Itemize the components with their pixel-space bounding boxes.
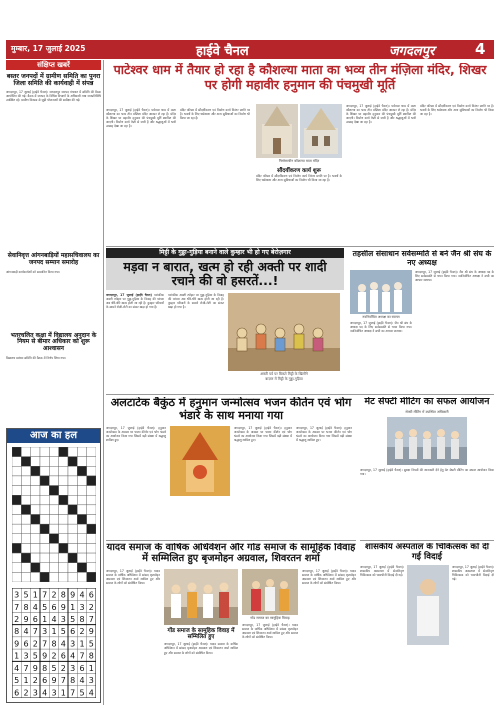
crossword-cell (58, 524, 67, 534)
crossword-cell (77, 515, 86, 525)
sudoku-digit: 2 (60, 663, 66, 673)
crossword-cell (12, 515, 21, 525)
school-photo (407, 565, 449, 695)
crossword-cell (86, 505, 95, 515)
crossword-cell (12, 447, 21, 457)
crossword-cell (49, 553, 58, 563)
strike-body: जगदलपुर, 17 जुलाई (हाईवे चैनल)। जैन श्री संघ के अध्यक्ष पद के लिए सर्वसम्मति से चयन किया गया। नवनिर्वाचित अध्यक्ष ने सभी का आभार जताया। (415, 270, 494, 283)
crossword-cell (49, 447, 58, 457)
crossword-cell (49, 515, 58, 525)
feature-headline: मड़वा न बारात, खत्म हो रही अक्ती पर शादी रचाने की वो हसरतें...! (123, 259, 327, 288)
sudoku-digit: 8 (78, 614, 85, 624)
sudoku-digit: 3 (13, 590, 19, 600)
crossword-cell (21, 486, 30, 496)
feature-photo-caption: अक्ती पर्व पर बिकते मिट्टी के खिलौने (260, 372, 308, 376)
sudoku-digit: 6 (69, 627, 75, 637)
crossword-cell (40, 553, 49, 563)
crossword-cell (86, 572, 95, 582)
crossword-cell (77, 486, 86, 496)
sudoku-digit: 2 (32, 676, 38, 686)
crossword-cell (49, 466, 58, 476)
crossword-cell (30, 486, 39, 496)
sudoku-digit: 6 (13, 688, 19, 698)
feature-headline-band (106, 258, 344, 290)
brief-label (6, 60, 101, 70)
crossword-cell (77, 563, 86, 573)
crossword-cell (86, 447, 95, 457)
sudoku-digit: 5 (69, 614, 75, 624)
crossword-cell (68, 553, 77, 563)
crossword-cell (68, 534, 77, 544)
bhajan-photo (170, 426, 230, 526)
crossword-cell (21, 543, 30, 553)
crossword-cell (68, 505, 77, 515)
crossword-cell (68, 543, 77, 553)
crossword-cell (86, 553, 95, 563)
crossword-cell (77, 543, 86, 553)
school-headline: शासकीय अस्पताल के चिकित्सक को दी गई विदाई (365, 543, 489, 562)
feature-caption: बाज़ार में मिट्टी के गुड्डा-गुड़िया (265, 377, 303, 381)
sudoku-digit: 5 (88, 639, 94, 649)
crossword-cell (21, 457, 30, 467)
sudoku-digit: 5 (50, 663, 57, 673)
sudoku-digit: 3 (88, 676, 94, 686)
sudoku-digit: 2 (78, 627, 85, 637)
temple-body: मंदिर परिसर में सौंदर्यीकरण एवं निर्माण कार्य निरंतर प्रगति पर है। भक्तों के लिए धर्मशाला और अन्य सुविधाओं का निर्माण भी किया जा रहा है। (256, 174, 342, 183)
crossword-cell (30, 447, 39, 457)
sudoku-digit: 1 (41, 614, 47, 624)
feature-body (106, 293, 164, 385)
meeting-caption: सेफ्टी मीटिंग में उपस्थित अधिकारी (405, 409, 449, 414)
sudoku-digit: 5 (78, 688, 85, 698)
puzzle-box (6, 428, 101, 703)
crossword-cell (30, 515, 39, 525)
crossword-cell (21, 553, 30, 563)
sudoku-digit: 6 (88, 590, 94, 600)
sudoku-digit: 2 (22, 688, 29, 698)
sudoku-digit: 9 (50, 676, 57, 686)
crossword-cell (86, 534, 95, 544)
crossword-cell (86, 515, 95, 525)
crossword-cell (58, 495, 67, 505)
crossword-cell (40, 505, 49, 515)
bhajan-body-2: जगदलपुर, 17 जुलाई (हाईवे चैनल)। हनुमान जन्मोत्सव के अवसर पर भजन कीर्तन एवं भोग भंडारे का आयोजन किया गया जिसमें बड़ी संख्या में श्रद्धालु शामिल हुए। (234, 426, 292, 443)
lead-body-col4: मंदिर परिसर में सौंदर्यीकरण एवं निर्माण कार्य निरंतर प्रगति पर है। भक्तों के लिए धर्मशाला और अन्य सुविधाओं का निर्माण भी किया जा रहा है। (420, 104, 494, 117)
crossword-cell (30, 572, 39, 582)
divider (106, 246, 494, 247)
crossword-cell (40, 495, 49, 505)
crossword-cell (68, 457, 77, 467)
temple-photo-caption: निर्माणाधीन कौशल्या माता मंदिर (278, 159, 320, 163)
crossword-cell (77, 553, 86, 563)
sudoku-digit: 3 (69, 639, 75, 649)
meeting-headline: मेट सेफ्टी मीटिंग का सफल आयोजन (364, 397, 490, 407)
brief-item2-body (6, 270, 101, 330)
crossword-cell (68, 572, 77, 582)
sudoku-digit: 3 (22, 651, 29, 661)
meeting-body: जगदलपुर, 17 जुलाई (हाईवे चैनल)। सुरक्षा नियमों की जानकारी देने हेतु मेट सेफ्टी मीटिंग का सफल आयोजन किया गया। (360, 467, 494, 476)
sudoku-digit: 1 (88, 663, 94, 673)
yadav-photo (164, 569, 238, 693)
sudoku-digit: 1 (50, 627, 57, 637)
sudoku-digit: 1 (78, 639, 85, 649)
city-name: जगदलपुर (389, 44, 435, 59)
brief-item1-line: बैठक में जनपद के विभिन्न विभागों के अधिकारी तथा जनप्रतिनिधि उपस्थित रहे। (6, 94, 101, 103)
lead-headline: पाटेश्वर धाम में तैयार हो रहा है कौशल्या माता का भव्य तीन मंज़िला मंदिर, शिखर पर होगी महावीर हनुमान की पंचमुखी मूर्ति (113, 63, 487, 92)
feature-body-2: पारंपरिक अक्ती त्योहार पर गुड्डा-गुड़िया के विवाह की परंपरा अब धीरे-धीरे खत्म होती जा रही है। कुम्हार परिवारों के सामने रोज़ी-रोटी का संकट खड़ा हो गया है। (168, 293, 224, 310)
sudoku-digit: 3 (50, 688, 57, 698)
sudoku-digit: 8 (88, 651, 94, 661)
brief-item2-line: आंगनबाड़ी कार्यकर्ताओं को सम्मानित किया गया। (6, 269, 61, 274)
crossword-cell (21, 563, 30, 573)
feature-kicker: मिट्टी के गुड्डा-गुड़िया बनाने वाले कुम्हार भी हो गए बेरोज़गार (106, 248, 344, 258)
brief-item3-headline: भतरचलित कक्षा में विद्यालय अनुदान के नियम से बीमार अधिकार को शुरू आश्वासन (10, 331, 97, 352)
sudoku-digit: 6 (22, 639, 29, 649)
crossword-cell (40, 515, 49, 525)
crossword-cell (68, 447, 77, 457)
school-body-2: जगदलपुर, 17 जुलाई (हाईवे चैनल)। शासकीय अस्पताल में सेवानिवृत्त चिकित्सक को भावभीनी विदाई दी गई। (452, 565, 494, 582)
crossword-cell (21, 524, 30, 534)
school-body: जगदलपुर, 17 जुलाई (हाईवे चैनल)। शासकीय अस्पताल में सेवानिवृत्त चिकित्सक को भावभीनी विदाई दी गई। (360, 565, 404, 578)
crossword-cell (49, 543, 58, 553)
crossword-cell (68, 486, 77, 496)
sudoku-digit: 2 (50, 590, 57, 600)
sudoku-digit: 9 (69, 590, 75, 600)
crossword-cell (58, 486, 67, 496)
feature-block (106, 248, 344, 392)
crossword-cell (86, 524, 95, 534)
sudoku-digit: 9 (60, 602, 66, 612)
crossword-cell (77, 447, 86, 457)
crossword-cell (49, 572, 58, 582)
crossword-cell (12, 534, 21, 544)
temple-subhead: सौंदर्यीकरण कार्य शुरू (277, 168, 321, 174)
sudoku-digit: 6 (78, 663, 85, 673)
crossword-cell (40, 572, 49, 582)
column-rule (103, 60, 104, 705)
lead-col1 (106, 108, 176, 243)
strike-caption: नवनिर्वाचित अध्यक्ष का स्वागत (362, 315, 400, 319)
crossword-cell (86, 495, 95, 505)
divider (106, 394, 494, 395)
crossword-cell (58, 515, 67, 525)
crossword-cell (40, 476, 49, 486)
crossword-cell (49, 486, 58, 496)
sudoku-digit: 8 (69, 676, 75, 686)
feature-byline: जगदलपुर, 17 जुलाई (हाईवे चैनल) (106, 293, 152, 297)
crossword-cell (12, 457, 21, 467)
sudoku-digit: 9 (13, 639, 19, 649)
lead-body: जगदलपुर, 17 जुलाई (हाईवे चैनल)। पाटेश्वर धाम में माता कौशल्या का भव्य तीन मंज़िला मंदिर आकार ले रहा है। मंदिर के शिखर पर महावीर हनुमान की पंचमुखी मूर्ति स्थापित की जाएगी। निर्माण कार्य तेज़ी से जारी है और श्रद्धालुओं में भारी उत्साह देखा जा रहा है। (106, 108, 176, 129)
crossword-cell (49, 495, 58, 505)
crossword-cell (86, 476, 95, 486)
strike-body-left: जगदलपुर, 17 जुलाई (हाईवे चैनल)। जैन श्री संघ के अध्यक्ष पद के लिए सर्वसम्मति से चयन किया गया। नवनिर्वाचित अध्यक्ष ने सभी का आभार जताया। (350, 321, 412, 334)
crossword-cell (77, 524, 86, 534)
crossword-cell (30, 505, 39, 515)
crossword-cell (12, 563, 21, 573)
sudoku-digit: 4 (22, 627, 29, 637)
crossword-cell (77, 466, 86, 476)
sudoku-digit: 5 (60, 627, 66, 637)
lead-col4 (420, 104, 494, 246)
sudoku-digit: 5 (22, 590, 29, 600)
sudoku-digit: 8 (13, 627, 19, 637)
crossword-cell (77, 572, 86, 582)
yadav-photo-2 (242, 569, 298, 693)
crossword-cell (77, 476, 86, 486)
yadav-body: जगदलपुर, 17 जुलाई (हाईवे चैनल)। यादव समाज के वार्षिक अधिवेशन में सांसद बृजमोहन अग्रवाल एवं शिवरतन शर्मा शामिल हुए और समाज के लोगों को संबोधित किया। (106, 568, 160, 586)
sudoku-digit: 4 (13, 663, 19, 673)
crossword-cell (21, 476, 30, 486)
sudoku-digit: 4 (41, 688, 47, 698)
yadav-subheadline: गोंड समाज के सामूहिक विवाह में सम्मिलित हुए (167, 627, 235, 641)
crossword-cell (21, 572, 30, 582)
brief-item1-line: ग्रामीण विकास से जुड़ी योजनाओं की समीक्षा की गई। (21, 98, 81, 103)
sudoku-digit: 3 (69, 663, 75, 673)
yadav-body-far-right: जगदलपुर, 17 जुलाई (हाईवे चैनल)। यादव समाज के वार्षिक अधिवेशन में सांसद बृजमोहन अग्रवाल एवं शिवरतन शर्मा शामिल हुए और समाज के लोगों को संबोधित किया। (302, 568, 356, 586)
sudoku-digit: 8 (50, 639, 57, 649)
crossword-cell (40, 563, 49, 573)
masthead (6, 40, 494, 59)
crossword-cell (40, 543, 49, 553)
crossword-cell (58, 466, 67, 476)
crossword-cell (12, 476, 21, 486)
lead-col3 (346, 104, 416, 246)
sudoku-digit: 3 (41, 627, 47, 637)
sudoku-digit: 7 (22, 663, 29, 673)
crossword-cell (68, 524, 77, 534)
brief-item2-headline: सेवानिवृत्त आंगनबाड़ियों महासचिवालय का जनपद सम्मान समारोह (7, 252, 100, 266)
temple-photo-2 (300, 104, 342, 158)
meeting-photo (387, 417, 467, 465)
yadav-block (106, 543, 356, 705)
sudoku-digit: 1 (32, 590, 38, 600)
sudoku-digit: 7 (60, 676, 66, 686)
brief-item3-body (6, 356, 101, 406)
sudoku-digit: 6 (60, 651, 66, 661)
sudoku-digit: 5 (32, 651, 38, 661)
crossword-cell (49, 476, 58, 486)
sudoku-digit: 6 (32, 614, 38, 624)
sudoku-digit: 5 (41, 602, 47, 612)
sudoku-digit: 2 (88, 602, 94, 612)
crossword-cell (49, 563, 58, 573)
crossword-cell (40, 466, 49, 476)
crossword-cell (30, 457, 39, 467)
crossword-cell (68, 466, 77, 476)
sudoku-digit: 4 (60, 639, 66, 649)
sudoku-grid (12, 588, 96, 698)
temple-body-col (256, 174, 342, 246)
crossword-cell (49, 534, 58, 544)
sudoku-digit: 4 (88, 688, 94, 698)
strike-headline: तहसील संसाधान सर्वसम्मति से बने जैन श्री संघ के नए अध्यक्ष (352, 250, 492, 267)
crossword-cell (21, 466, 30, 476)
crossword-cell (68, 563, 77, 573)
crossword-cell (86, 457, 95, 467)
crossword-cell (40, 447, 49, 457)
lead-col2 (180, 108, 250, 243)
sudoku-digit: 7 (41, 639, 47, 649)
sudoku-digit: 7 (78, 651, 85, 661)
sudoku-digit: 1 (13, 651, 19, 661)
meeting-block (360, 397, 494, 537)
crossword-cell (86, 563, 95, 573)
lead-body-col3: जगदलपुर, 17 जुलाई (हाईवे चैनल)। पाटेश्वर धाम में माता कौशल्या का भव्य तीन मंज़िला मंदिर आकार ले रहा है। मंदिर के शिखर पर महावीर हनुमान की पंचमुखी मूर्ति स्थापित की जाएगी। निर्माण कार्य तेज़ी से जारी है और श्रद्धालुओं में भारी उत्साह देखा जा रहा है। (346, 104, 416, 125)
crossword-cell (77, 534, 86, 544)
sudoku-digit: 8 (41, 663, 47, 673)
sudoku-digit: 4 (32, 602, 38, 612)
crossword-cell (49, 505, 58, 515)
crossword-cell (77, 495, 86, 505)
sudoku-digit: 7 (69, 688, 75, 698)
crossword-cell (12, 524, 21, 534)
sudoku-digit: 8 (60, 590, 66, 600)
sudoku-digit: 4 (78, 590, 85, 600)
crossword-cell (58, 505, 67, 515)
puzzle-title: आज का हल (30, 430, 77, 441)
section-title: हाईवे चैनल (196, 44, 249, 59)
bhajan-body: जगदलपुर, 17 जुलाई (हाईवे चैनल)। हनुमान जन्मोत्सव के अवसर पर भजन कीर्तन एवं भोग भंडारे का आयोजन किया गया जिसमें बड़ी संख्या में श्रद्धालु शामिल हुए। (106, 426, 166, 443)
sudoku-digit: 1 (69, 602, 75, 612)
crossword-cell (21, 515, 30, 525)
sudoku-digit: 9 (22, 614, 29, 624)
crossword-cell (68, 476, 77, 486)
sudoku-digit: 8 (22, 602, 29, 612)
brief-item3-line: विद्यालय प्रबंधन समिति की बैठक में निर्णय लिया गया। (6, 355, 67, 360)
crossword-cell (30, 476, 39, 486)
sudoku-digit: 4 (69, 651, 75, 661)
crossword-cell (30, 553, 39, 563)
brief-column (6, 60, 101, 432)
sudoku-digit: 5 (13, 676, 19, 686)
bhajan-body-3: जगदलपुर, 17 जुलाई (हाईवे चैनल)। हनुमान जन्मोत्सव के अवसर पर भजन कीर्तन एवं भोग भंडारे का आयोजन किया गया जिसमें बड़ी संख्या में श्रद्धालु शामिल हुए। (296, 426, 352, 443)
yadav-body-right: जगदलपुर, 17 जुलाई (हाईवे चैनल)। यादव समाज के वार्षिक अधिवेशन में सांसद बृजमोहन अग्रवाल एवं शिवरतन शर्मा शामिल हुए और समाज के लोगों को संबोधित किया। (242, 622, 298, 640)
crossword-cell (12, 495, 21, 505)
strike-photo (350, 270, 412, 392)
crossword-cell (58, 447, 67, 457)
lead-body-continued: मंदिर परिसर में सौंदर्यीकरण एवं निर्माण कार्य निरंतर प्रगति पर है। भक्तों के लिए धर्मशाला और अन्य सुविधाओं का निर्माण भी किया जा रहा है। (180, 108, 250, 121)
crossword-cell (86, 466, 95, 476)
issue-date: मुम्बार, 17 जुलाई 2025 (11, 44, 86, 53)
crossword-cell (58, 553, 67, 563)
sudoku-digit: 7 (13, 602, 19, 612)
crossword-cell (49, 524, 58, 534)
bhajan-block (106, 397, 356, 542)
crossword-cell (86, 486, 95, 496)
sudoku-digit: 7 (88, 614, 94, 624)
sudoku-digit: 7 (41, 590, 47, 600)
sudoku-digit: 4 (78, 676, 85, 686)
crossword-cell (58, 543, 67, 553)
sudoku-digit: 4 (50, 614, 57, 624)
brief-item1-headline: बस्तर जनपदों में ग्रामीण समिति का पुनरा जिला समिति की कार्यवाही में संपन्न (6, 73, 101, 88)
brief-label-text: संक्षिप्त खबरें (37, 61, 70, 69)
crossword-cell (30, 524, 39, 534)
sudoku-digit: 1 (22, 676, 29, 686)
crossword-cell (40, 524, 49, 534)
brief-item1-line: जगदलपुर, 17 जुलाई (हाईवे चैनल)। जगदलपुर जनपद पंचायत में समिति की बैठक आयोजित की गई। (6, 90, 101, 99)
yadav-body-under-photo: जगदलपुर, 17 जुलाई (हाईवे चैनल)। यादव समाज के वार्षिक अधिवेशन में सांसद बृजमोहन अग्रवाल एवं शिवरतन शर्मा शामिल हुए और समाज के लोगों को संबोधित किया। (164, 642, 238, 655)
feature-photo (228, 293, 340, 385)
sudoku-digit: 6 (50, 602, 57, 612)
sudoku-digit: 2 (50, 651, 57, 661)
crossword-cell (58, 534, 67, 544)
crossword-cell (21, 534, 30, 544)
school-block (360, 543, 494, 705)
crossword-cell (12, 553, 21, 563)
page-number: 4 (475, 40, 486, 58)
strike-block (350, 250, 494, 392)
sudoku-digit: 9 (88, 627, 94, 637)
crossword-cell (30, 534, 39, 544)
crossword-cell (12, 486, 21, 496)
crossword-cell (77, 457, 86, 467)
crossword-cell (40, 457, 49, 467)
crossword-cell (58, 563, 67, 573)
crossword-cell (21, 495, 30, 505)
crossword-cell (12, 466, 21, 476)
crossword-cell (12, 505, 21, 515)
sudoku-digit: 2 (32, 639, 38, 649)
crossword-cell (30, 495, 39, 505)
yadav-headline: यादव समाज के वार्षिक अधिवेशन और गोंड समाज के सामूहिक विवाह में सम्मिलित हुए बृजमोहन अग्रवाल, शिवरतन शर्मा (106, 543, 356, 564)
crossword-cell (21, 447, 30, 457)
crossword-cell (86, 543, 95, 553)
crossword-cell (30, 563, 39, 573)
yadav-caption: गोंड समाज का सामूहिक विवाह (250, 615, 290, 620)
sudoku-digit: 9 (41, 651, 47, 661)
crossword-cell (12, 572, 21, 582)
sudoku-digit: 1 (60, 688, 66, 698)
crossword-cell (58, 572, 67, 582)
crossword-cell (12, 543, 21, 553)
sudoku-digit: 7 (32, 627, 38, 637)
crossword-cell (58, 457, 67, 467)
crossword-cell (30, 466, 39, 476)
crossword-cell (68, 515, 77, 525)
feature-text: पारंपरिक अक्ती त्योहार पर गुड्डा-गुड़िया के विवाह की परंपरा अब धीरे-धीरे खत्म होती जा रही है। कुम्हार परिवारों के सामने रोज़ी-रोटी का संकट खड़ा हो गया है। (106, 293, 164, 310)
crossword-cell (40, 534, 49, 544)
crossword-cell (68, 495, 77, 505)
crossword-cell (77, 505, 86, 515)
crossword-cell (21, 505, 30, 515)
sudoku-digit: 9 (32, 663, 38, 673)
crossword-cell (58, 476, 67, 486)
sudoku-digit: 3 (32, 688, 38, 698)
brief-item1-body (6, 90, 101, 250)
sudoku-digit: 6 (41, 676, 47, 686)
crossword-cell (49, 457, 58, 467)
bhajan-headline: अलटाटेक बैकुंठ में हनुमान जन्मोत्सव भजन कीर्तन एवं भोग भंडारे के साथ मनाया गया (110, 397, 352, 422)
sudoku-digit: 2 (13, 614, 19, 624)
sudoku-digit: 3 (78, 602, 85, 612)
divider (106, 540, 356, 541)
puzzle-header (7, 429, 100, 443)
sudoku-digit: 3 (60, 614, 66, 624)
crossword-cell (30, 543, 39, 553)
crossword-cell (40, 486, 49, 496)
temple-photo-1 (256, 104, 298, 158)
divider (360, 540, 494, 541)
crossword-grid (12, 447, 96, 582)
